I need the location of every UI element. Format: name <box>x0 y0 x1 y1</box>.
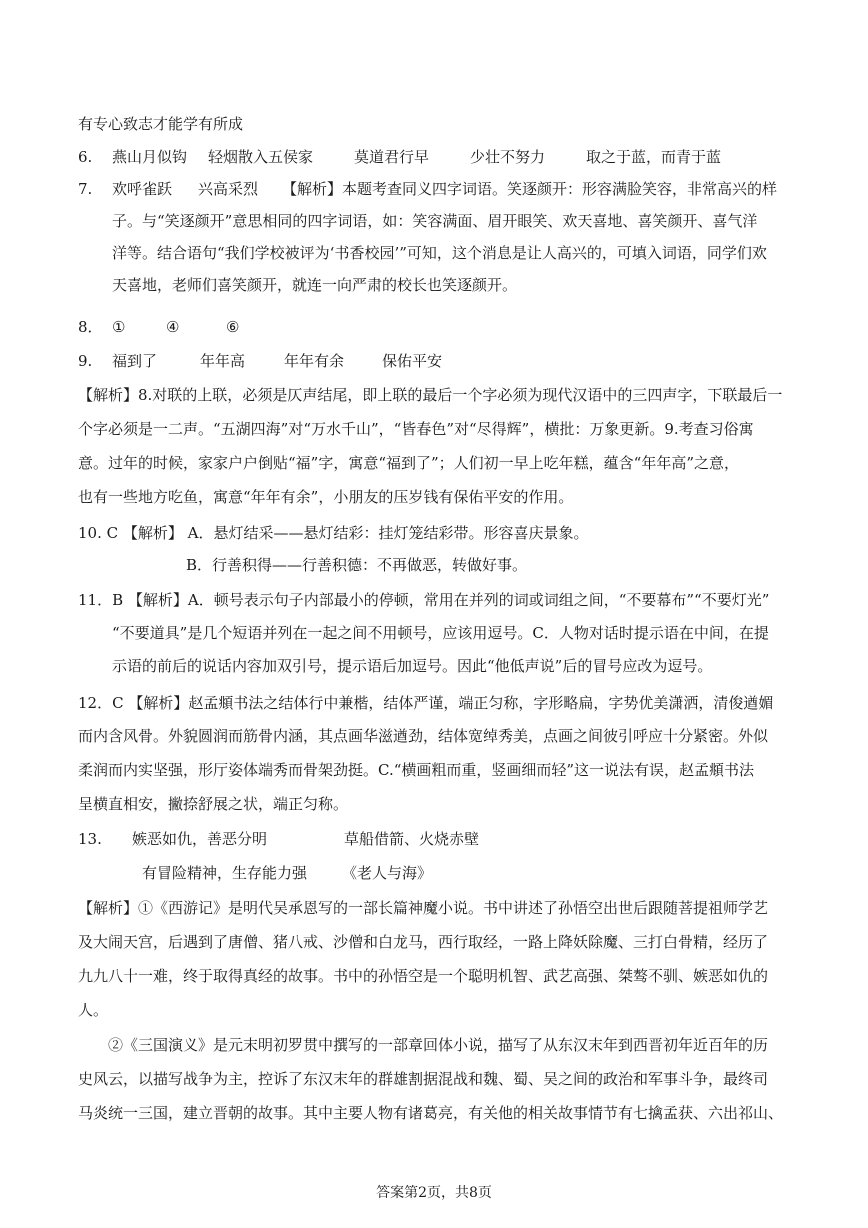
answer-6 <box>78 147 721 167</box>
answer-blank: 兴高采烈 <box>198 180 259 198</box>
text-line: 史风云，以描写战争为主，控诉了东汉末年的群雄割据混战和魏、蜀、吴之间的政治和军事斗争，最终司 <box>78 1070 769 1088</box>
text-line: 也有一些地方吃鱼，寓意“年年有余”，小朋友的压岁钱有保佑平安的作用。 <box>78 488 574 506</box>
answer-blank: ④ <box>166 318 180 336</box>
text-line: 个字必须是一二声。“五湖四海”对“万水千山”，“皆春色”对“尽得辉”，横批：万象更新。9.考查习俗寓 <box>78 420 754 438</box>
answer-blank: 嫉恶如仇，善恶分明 <box>132 830 268 848</box>
answer-blank: 有冒险精神，生存能力强 <box>142 864 308 882</box>
item-number: 13. <box>78 830 102 848</box>
text-line: 【解析】①《西游记》是明代吴承恩写的一部长篇神魔小说。书中讲述了孙悟空出世后跟随菩提祖师学艺 <box>78 899 769 917</box>
text-line: 子。与“笑逐颜开”意思相同的四字词语，如：笑容满面、眉开眼笑、欢天喜地、喜笑颜开、喜气洋 <box>112 212 758 230</box>
text-line: 12．C 【解析】赵孟頫书法之结体行中兼楷，结体严谨，端正匀称，字形略扁，字势优美潇洒，清俊遒媚 <box>78 694 774 712</box>
text-line: 意。过年的时候，家家户户倒贴“福”字，寓意“福到了”；人们初一早上吃年糕，蕴含“年年高”之意， <box>78 454 740 472</box>
text-line: 马炎统一三国，建立晋朝的故事。其中主要人物有诸葛亮，有关他的相关故事情节有七擒孟获、六出祁山、 <box>78 1104 784 1122</box>
answer-blank: 年年高 <box>200 352 246 370</box>
text-line: “不要道具”是几个短语并列在一起之间不用顿号，应该用逗号。C．人物对话时提示语在中间，在提 <box>112 624 769 642</box>
text-line: 柔润而内实坚强，形厅姿体端秀而骨架劲挺。C.“横画粗而重，竖画细而轻”这一说法有误，赵孟頫书法 <box>78 761 755 779</box>
item-number: 8． <box>78 318 103 336</box>
item-number: 7. <box>78 180 93 198</box>
answer-blank: ⑥ <box>226 318 240 336</box>
answer-8 <box>78 317 239 337</box>
answer-blank: 福到了 <box>112 352 158 370</box>
analysis-text: 【解析】本题考查同义四字词语。笑逐颜开：形容满脸笑容，非常高兴的样 <box>282 180 778 198</box>
answer-blank: ① <box>112 318 126 336</box>
answer-blank: 年年有余 <box>284 352 345 370</box>
answer-blank: 《老人与海》 <box>342 864 433 882</box>
answer-blank: 欢呼雀跃 <box>112 180 173 198</box>
answer-blank: 轻烟散入五侯家 <box>208 148 314 166</box>
text-line: 11．B 【解析】A．顿号表示句子内部最小的停顿，常用在并列的词或词组之间，“不要幕布”“不要灯光” <box>78 591 770 609</box>
text-line: 人。 <box>78 1001 109 1019</box>
text-line: 洋等。结合语句“我们学校被评为‘书香校园’”可知，这个消息是让人高兴的，可填入词语，同学们欢 <box>112 244 767 262</box>
text-line: 及大闹天宫，后遇到了唐僧、猪八戒、沙僧和白龙马，西行取经，一路上降妖除魔、三打白骨精，经历了 <box>78 933 769 951</box>
text-line: ②《三国演义》是元末明初罗贯中撰写的一部章回体小说，描写了从东汉末年到西晋初年近百年的历 <box>108 1036 769 1054</box>
text-line: 九九八十一难，终于取得真经的故事。书中的孙悟空是一个聪明机智、武艺高强、桀骜不驯、嫉恶如仇的 <box>78 967 769 985</box>
text-line: 呈横直相安，撇捺舒展之状，端正匀称。 <box>78 795 349 813</box>
answer-blank: 少壮不努力 <box>470 148 546 166</box>
text-line: 有专心致志才能学有所成 <box>78 115 244 133</box>
page-footer: 答案第2页，共8页 <box>376 1185 492 1201</box>
answer-blank: 保佑平安 <box>382 352 443 370</box>
answer-blank: 燕山月似钩 <box>112 148 188 166</box>
text-line: 示语的前后的说话内容加双引号，提示语后加逗号。因此“他低声说”后的冒号应改为逗号。 <box>112 657 713 675</box>
answer-13 <box>78 829 479 849</box>
item-number: 9. <box>78 352 93 370</box>
answer-blank: 取之于蓝，而青于蓝 <box>586 148 722 166</box>
answer-blank: 莫道君行早 <box>354 148 430 166</box>
answer-9 <box>78 351 442 371</box>
answer-7 <box>78 179 777 199</box>
text-line: B．行善积得——行善积德：不再做恶，转做好事。 <box>186 556 528 574</box>
text-line: 而内含风骨。外貌圆润而筋骨内涵，其点画华滋遒劲，结体宽绰秀美，点画之间彼引呼应十分紧密。外似 <box>78 727 769 745</box>
text-line: 10. C 【解析】 A．悬灯结采——悬灯结彩：挂灯笼结彩带。形容喜庆景象。 <box>78 524 589 542</box>
item-number: 6. <box>78 148 93 166</box>
text-line: 天喜地，老师们喜笑颜开，就连一向严肃的校长也笑逐颜开。 <box>112 276 518 294</box>
answer-blank: 草船借箭、火烧赤壁 <box>344 830 480 848</box>
text-line: 【解析】8.对联的上联，必须是仄声结尾，即上联的最后一个字必须为现代汉语中的三四声字，下联最后一 <box>78 386 783 404</box>
